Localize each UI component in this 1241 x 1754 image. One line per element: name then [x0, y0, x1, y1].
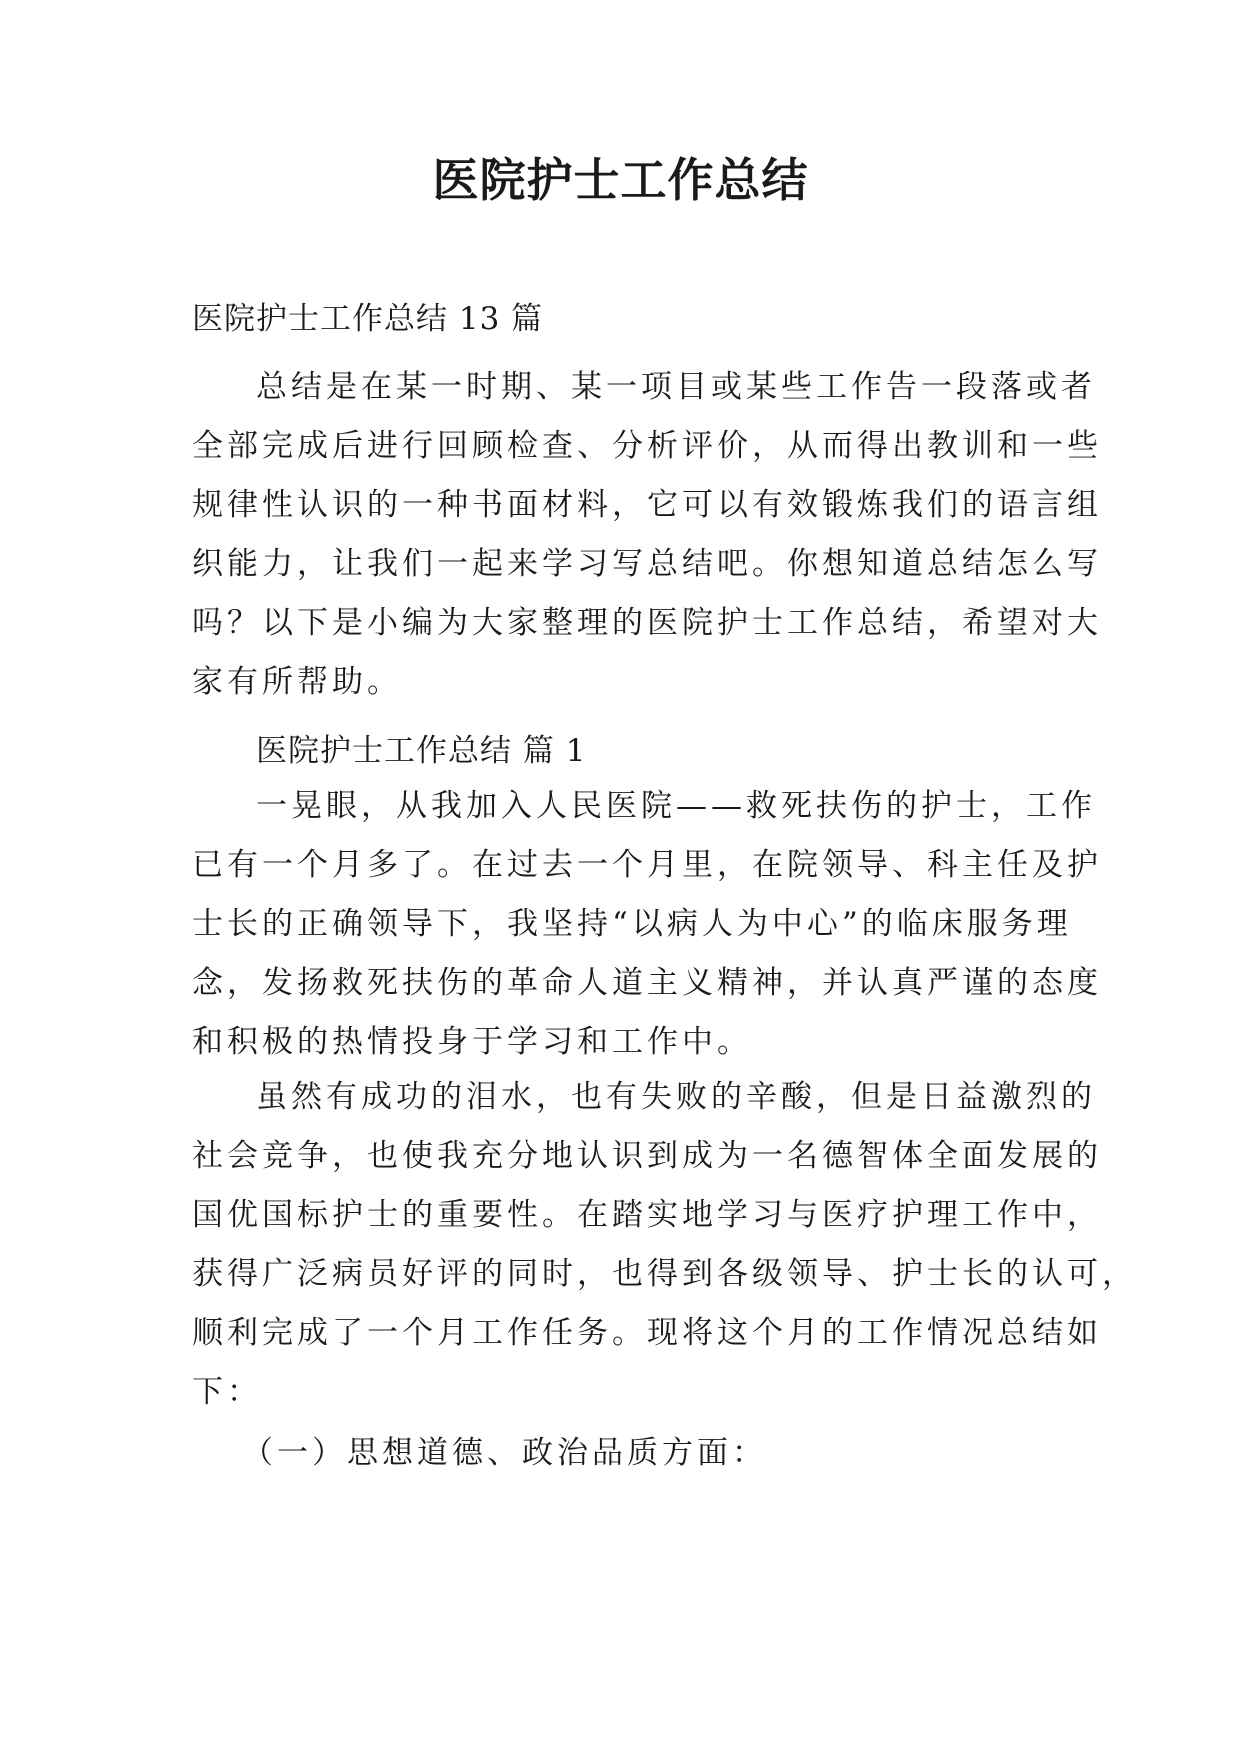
paragraph-line: 获得广泛病员好评的同时，也得到各级领导、护士长的认可， — [192, 1256, 1137, 1292]
intro-line: 规律性认识的一种书面材料，它可以有效锻炼我们的语言组 — [192, 487, 1102, 523]
intro-line: 总结是在某一时期、某一项目或某些工作告一段落或者 — [256, 369, 1096, 405]
paragraph-line: 已有一个月多了。在过去一个月里，在院领导、科主任及护 — [192, 847, 1102, 883]
paragraph-line: 顺利完成了一个月工作任务。现将这个月的工作情况总结如 — [192, 1315, 1102, 1351]
paragraph-line: 一晃眼，从我加入人民医院——救死扶伤的护士，工作 — [256, 788, 1096, 824]
section-heading — [192, 722, 1052, 781]
item-heading-text: （一）思想道德、政治品质方面： — [242, 1435, 767, 1471]
paragraph-line: 士长的正确领导下，我坚持“以病人为中心”的临床服务理 — [192, 906, 1072, 942]
intro-line: 吗？以下是小编为大家整理的医院护士工作总结，希望对大 — [192, 605, 1102, 641]
intro-line: 全部完成后进行回顾检查、分析评价，从而得出教训和一些 — [192, 428, 1102, 464]
paragraph-line: 下： — [192, 1374, 262, 1410]
paragraph-line: 和积极的热情投身于学习和工作中。 — [192, 1024, 752, 1060]
paragraph-line: 国优国标护士的重要性。在踏实地学习与医疗护理工作中， — [192, 1197, 1102, 1233]
paragraph-line: 虽然有成功的泪水，也有失败的辛酸，但是日益激烈的 — [256, 1079, 1096, 1115]
intro-paragraph — [192, 358, 1102, 712]
document-title: 医院护士工作总结 — [432, 153, 809, 207]
paragraph-2 — [192, 1068, 1137, 1422]
document-subtitle: 医院护士工作总结 13 篇 — [192, 301, 544, 337]
item-heading-1 — [192, 1424, 1052, 1483]
intro-line: 家有所帮助。 — [192, 664, 402, 700]
paragraph-1 — [192, 777, 1102, 1072]
section-heading-text: 医院护士工作总结 篇 1 — [256, 733, 587, 769]
paragraph-line: 念，发扬救死扶伤的革命人道主义精神，并认真严谨的态度 — [192, 965, 1102, 1001]
intro-line: 织能力，让我们一起来学习写总结吧。你想知道总结怎么写 — [192, 546, 1102, 582]
paragraph-line: 社会竞争，也使我充分地认识到成为一名德智体全面发展的 — [192, 1138, 1102, 1174]
